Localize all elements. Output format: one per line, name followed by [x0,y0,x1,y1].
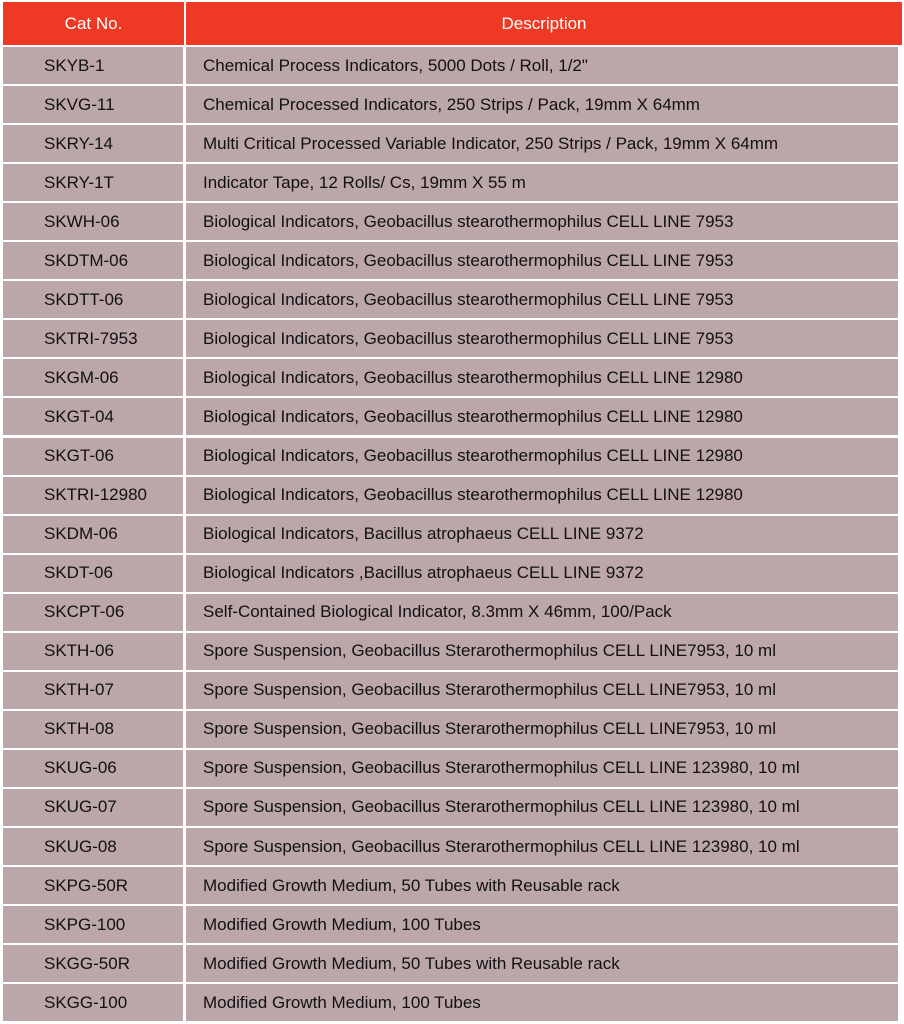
table-row [0,203,904,240]
cat-no-cell: SKGT-04 [3,398,183,435]
cat-no-cell: SKUG-07 [3,789,183,826]
description-cell: Chemical Process Indicators, 5000 Dots / Roll, 1/2" [186,47,898,84]
cat-no-cell: SKUG-08 [3,828,183,865]
description-cell: Biological Indicators, Geobacillus stearothermophilus CELL LINE 12980 [186,359,898,396]
table-row [0,750,904,787]
description-cell: Spore Suspension, Geobacillus Sterarothermophilus CELL LINE 123980, 10 ml [186,789,898,826]
cat-no-cell: SKTRI-7953 [3,320,183,357]
cat-no-cell: SKDTM-06 [3,242,183,279]
table-row [0,125,904,162]
description-cell: Chemical Processed Indicators, 250 Strips / Pack, 19mm X 64mm [186,86,898,123]
table-row [0,320,904,357]
cat-no-cell: SKTH-08 [3,711,183,748]
cat-no-cell: SKDT-06 [3,555,183,592]
cat-no-cell: SKGT-06 [3,438,183,475]
description-cell: Modified Growth Medium, 100 Tubes [186,984,898,1021]
table-row [0,398,904,435]
table-row [0,672,904,709]
table-row [0,945,904,982]
cat-no-cell: SKCPT-06 [3,594,183,631]
description-cell: Modified Growth Medium, 50 Tubes with Reusable rack [186,867,898,904]
cat-no-cell: SKDM-06 [3,516,183,553]
cat-no-cell: SKGM-06 [3,359,183,396]
table-row [0,516,904,553]
description-cell: Biological Indicators, Geobacillus stearothermophilus CELL LINE 12980 [186,398,898,435]
description-cell: Modified Growth Medium, 50 Tubes with Reusable rack [186,945,898,982]
description-cell: Biological Indicators, Bacillus atrophaeus CELL LINE 9372 [186,516,898,553]
header-cat-no: Cat No. [3,2,184,45]
description-cell: Indicator Tape, 12 Rolls/ Cs, 19mm X 55 m [186,164,898,201]
cat-no-cell: SKUG-06 [3,750,183,787]
table-row [0,281,904,318]
description-cell: Spore Suspension, Geobacillus Sterarothermophilus CELL LINE7953, 10 ml [186,633,898,670]
table-row [0,828,904,865]
table-row [0,984,904,1021]
table-header [0,0,904,45]
cat-no-cell: SKTRI-12980 [3,477,183,514]
table-row [0,359,904,396]
table-row [0,47,904,84]
table-row [0,555,904,592]
header-description: Description [186,2,902,45]
cat-no-cell: SKRY-1T [3,164,183,201]
description-cell: Biological Indicators, Geobacillus stearothermophilus CELL LINE 12980 [186,477,898,514]
description-cell: Biological Indicators, Geobacillus stearothermophilus CELL LINE 7953 [186,320,898,357]
cat-no-cell: SKWH-06 [3,203,183,240]
description-cell: Modified Growth Medium, 100 Tubes [186,906,898,943]
description-cell: Biological Indicators, Geobacillus stearothermophilus CELL LINE 12980 [186,438,898,475]
table-row [0,477,904,514]
table-row [0,594,904,631]
table-row [0,711,904,748]
description-cell: Biological Indicators, Geobacillus stearothermophilus CELL LINE 7953 [186,281,898,318]
table-row [0,438,904,475]
description-cell: Multi Critical Processed Variable Indicator, 250 Strips / Pack, 19mm X 64mm [186,125,898,162]
table-row [0,789,904,826]
description-cell: Self-Contained Biological Indicator, 8.3mm X 46mm, 100/Pack [186,594,898,631]
cat-no-cell: SKGG-50R [3,945,183,982]
cat-no-cell: SKPG-100 [3,906,183,943]
table-row [0,906,904,943]
table-row [0,164,904,201]
cat-no-cell: SKGG-100 [3,984,183,1021]
cat-no-cell: SKYB-1 [3,47,183,84]
table-row [0,867,904,904]
cat-no-cell: SKRY-14 [3,125,183,162]
description-cell: Biological Indicators ,Bacillus atrophaeus CELL LINE 9372 [186,555,898,592]
table-row [0,86,904,123]
cat-no-cell: SKVG-11 [3,86,183,123]
table-row [0,633,904,670]
cat-no-cell: SKDTT-06 [3,281,183,318]
description-cell: Spore Suspension, Geobacillus Sterarothermophilus CELL LINE 123980, 10 ml [186,750,898,787]
description-cell: Spore Suspension, Geobacillus Sterarothermophilus CELL LINE 123980, 10 ml [186,828,898,865]
table-row [0,242,904,279]
cat-no-cell: SKTH-07 [3,672,183,709]
cat-no-cell: SKPG-50R [3,867,183,904]
description-cell: Spore Suspension, Geobacillus Sterarothermophilus CELL LINE7953, 10 ml [186,672,898,709]
description-cell: Spore Suspension, Geobacillus Sterarothermophilus CELL LINE7953, 10 ml [186,711,898,748]
cat-no-cell: SKTH-06 [3,633,183,670]
description-cell: Biological Indicators, Geobacillus stearothermophilus CELL LINE 7953 [186,242,898,279]
description-cell: Biological Indicators, Geobacillus stearothermophilus CELL LINE 7953 [186,203,898,240]
